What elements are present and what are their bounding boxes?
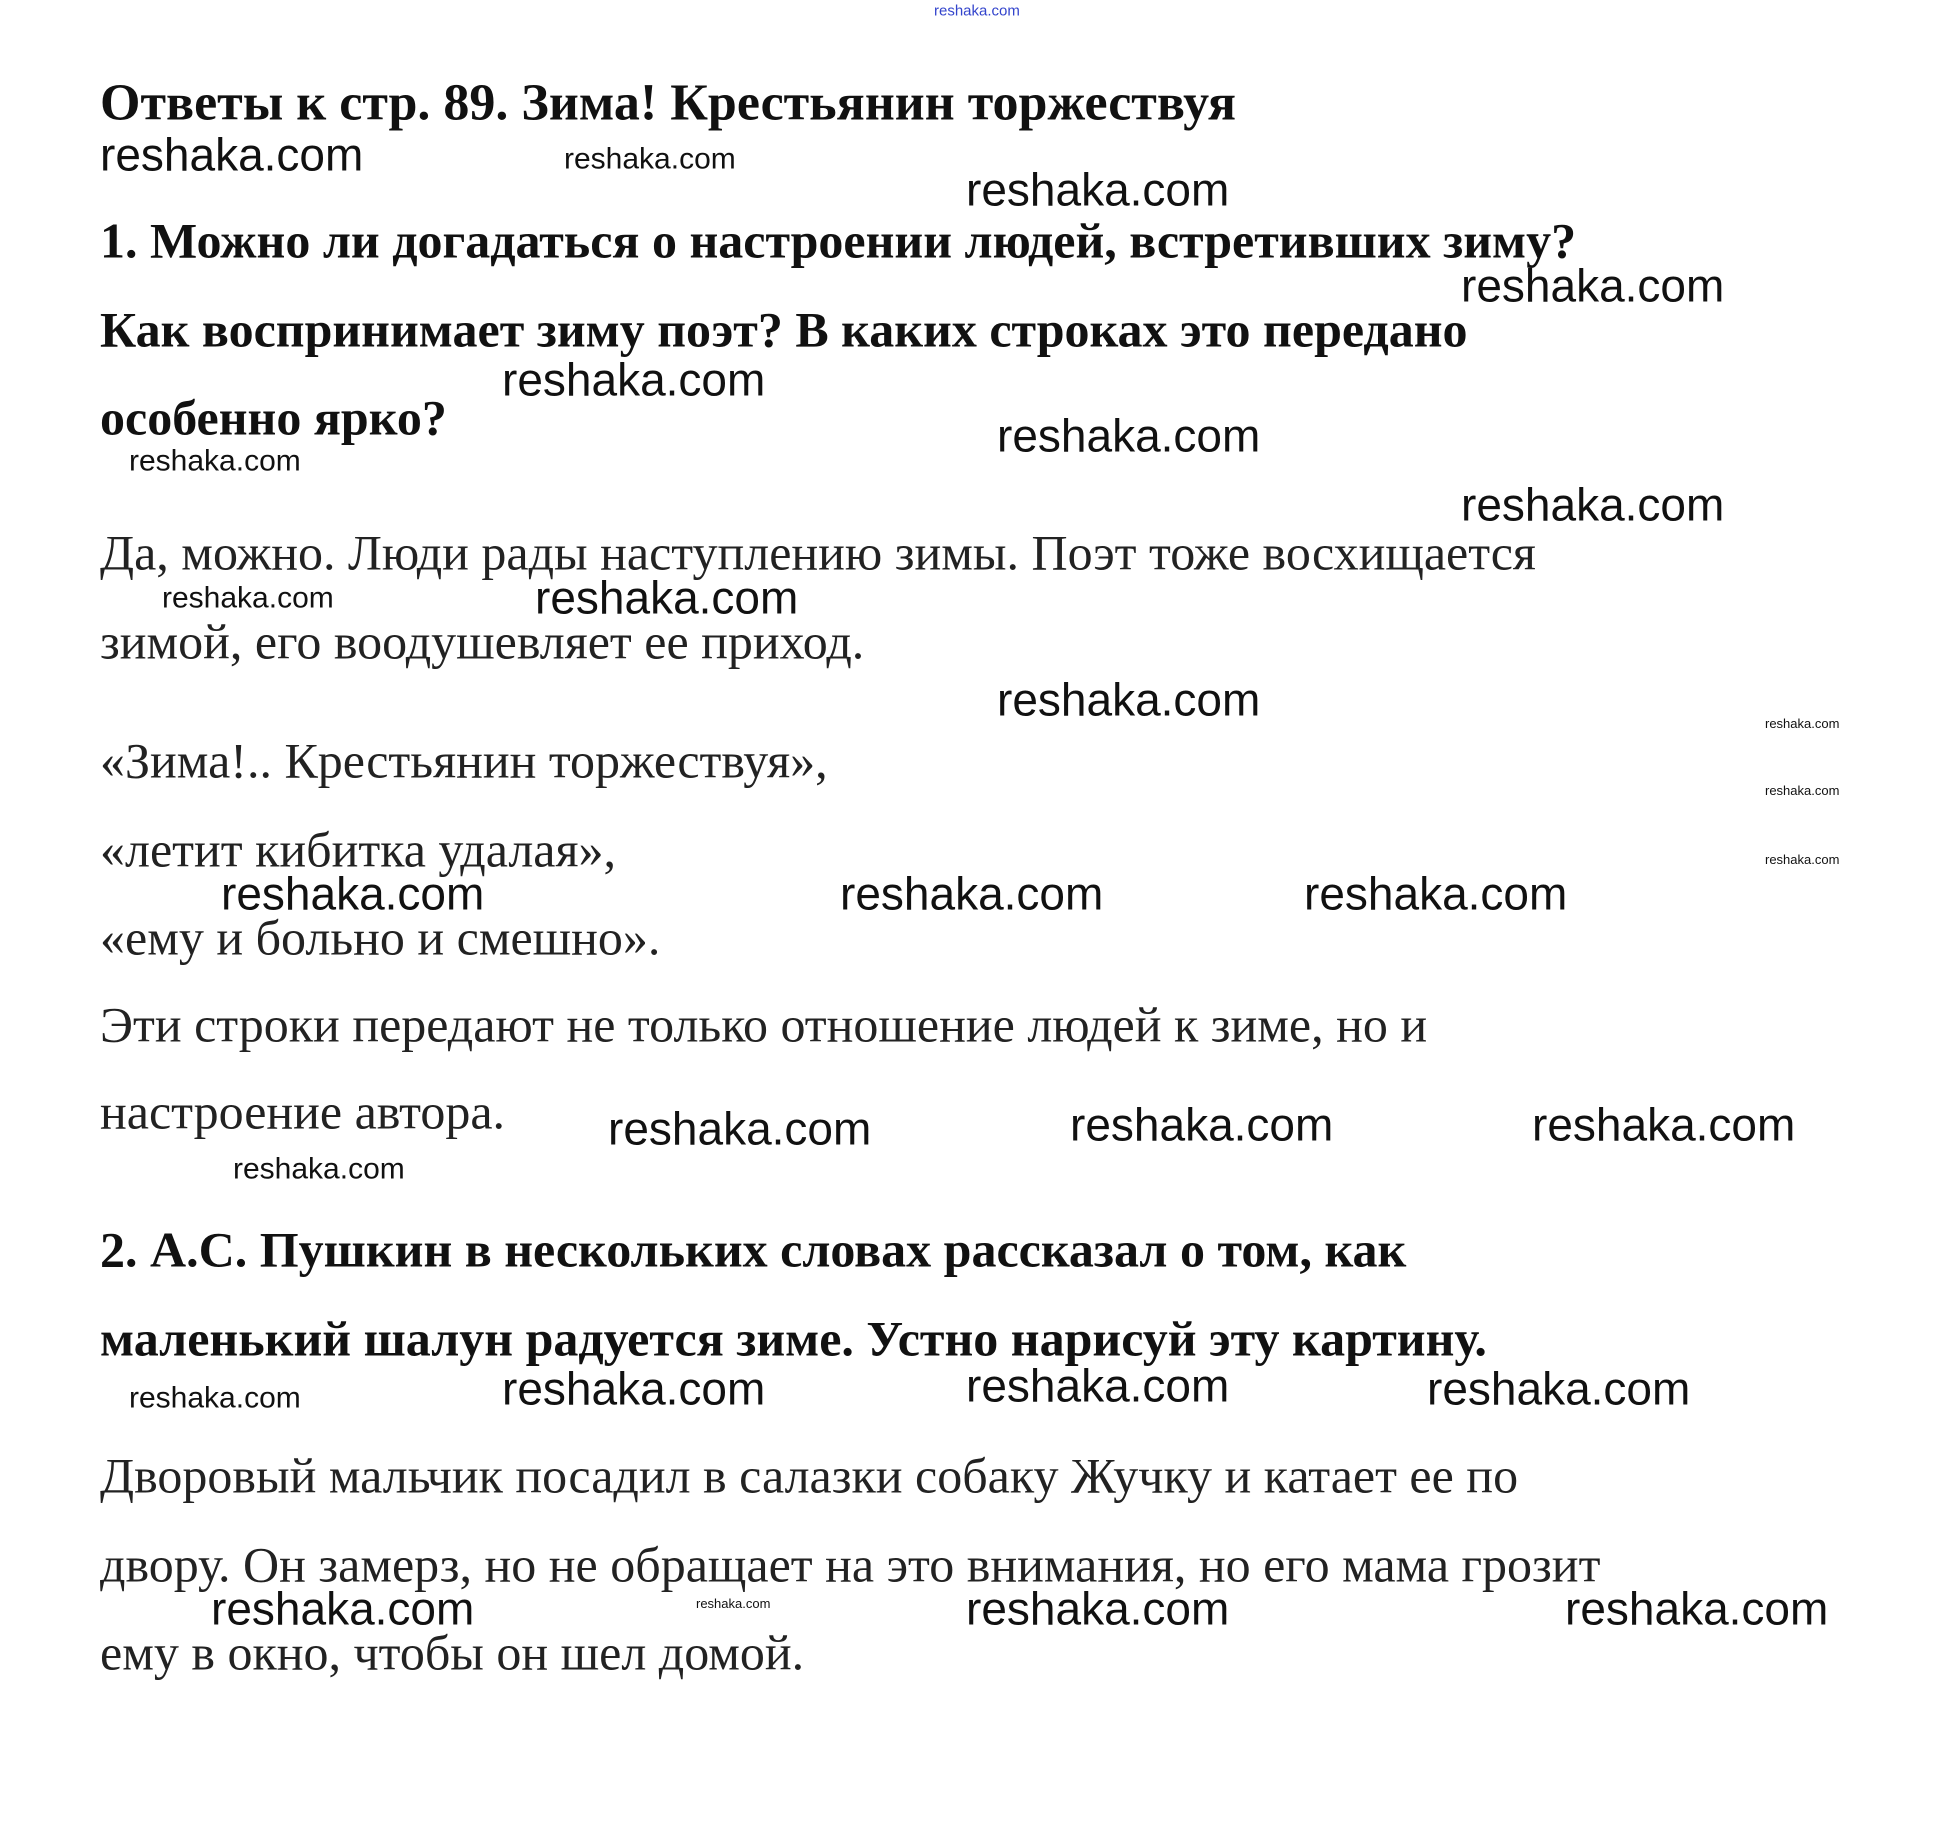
- watermark: reshaka.com: [233, 1152, 405, 1186]
- question-1-line: особенно ярко?: [100, 389, 447, 446]
- question-2-line: маленький шалун радуется зиме. Устно нарисуй эту картину.: [100, 1310, 1487, 1367]
- answer-2-line: двору. Он замерз, но не обращает на это внимания, но его мама грозит: [100, 1536, 1601, 1593]
- answer-1-line: настроение автора.: [100, 1083, 506, 1140]
- watermark: reshaka.com: [129, 444, 301, 478]
- watermark: reshaka.com: [840, 867, 1104, 920]
- watermark: reshaka.com: [1565, 1582, 1829, 1635]
- watermark: reshaka.com: [997, 673, 1261, 726]
- answer-1-line: зимой, его воодушевляет ее приход.: [100, 613, 865, 670]
- quote-line: «летит кибитка удалая»,: [100, 821, 616, 878]
- watermark: reshaka.com: [696, 1596, 771, 1612]
- watermark: reshaka.com: [129, 1381, 301, 1415]
- watermark: reshaka.com: [966, 1359, 1230, 1412]
- question-2-line: 2. А.С. Пушкин в нескольких словах рассказал о том, как: [100, 1221, 1407, 1278]
- watermark: reshaka.com: [1461, 478, 1725, 531]
- watermark: reshaka.com: [1765, 852, 1840, 868]
- watermark: reshaka.com: [535, 570, 799, 623]
- watermark: reshaka.com: [211, 1582, 475, 1635]
- answer-1-line: Да, можно. Люди рады наступлению зимы. Поэт тоже восхищается: [100, 524, 1536, 581]
- answer-2-line: ему в окно, чтобы он шел домой.: [100, 1624, 805, 1681]
- watermark: reshaka.com: [502, 353, 766, 406]
- watermark: reshaka.com: [997, 409, 1261, 462]
- watermark: reshaka.com: [1070, 1098, 1334, 1151]
- watermark: reshaka.com: [100, 128, 364, 181]
- answer-2-line: Дворовый мальчик посадил в салазки собаку Жучку и катает ее по: [100, 1447, 1519, 1504]
- header-watermark: reshaka.com: [934, 2, 1020, 20]
- watermark: reshaka.com: [1532, 1098, 1796, 1151]
- page-title: Ответы к стр. 89. Зима! Крестьянин торжествуя: [100, 74, 1236, 132]
- watermark: reshaka.com: [564, 142, 736, 176]
- watermark: reshaka.com: [502, 1362, 766, 1415]
- watermark: reshaka.com: [1765, 716, 1840, 732]
- watermark: reshaka.com: [221, 867, 485, 920]
- watermark: reshaka.com: [608, 1102, 872, 1155]
- watermark: reshaka.com: [966, 1582, 1230, 1635]
- watermark: reshaka.com: [1765, 783, 1840, 799]
- question-1-line: Как воспринимает зиму поэт? В каких строках это передано: [100, 301, 1468, 358]
- watermark: reshaka.com: [1427, 1362, 1691, 1415]
- quote-line: «Зима!.. Крестьянин торжествуя»,: [100, 732, 828, 789]
- watermark: reshaka.com: [966, 163, 1230, 216]
- question-1-line: 1. Можно ли догадаться о настроении людей, встретивших зиму?: [100, 212, 1577, 269]
- watermark: reshaka.com: [1304, 867, 1568, 920]
- answer-1-line: Эти строки передают не только отношение людей к зиме, но и: [100, 996, 1428, 1053]
- quote-line: «ему и больно и смешно».: [100, 909, 661, 966]
- watermark: reshaka.com: [1461, 258, 1725, 311]
- watermark: reshaka.com: [162, 581, 334, 615]
